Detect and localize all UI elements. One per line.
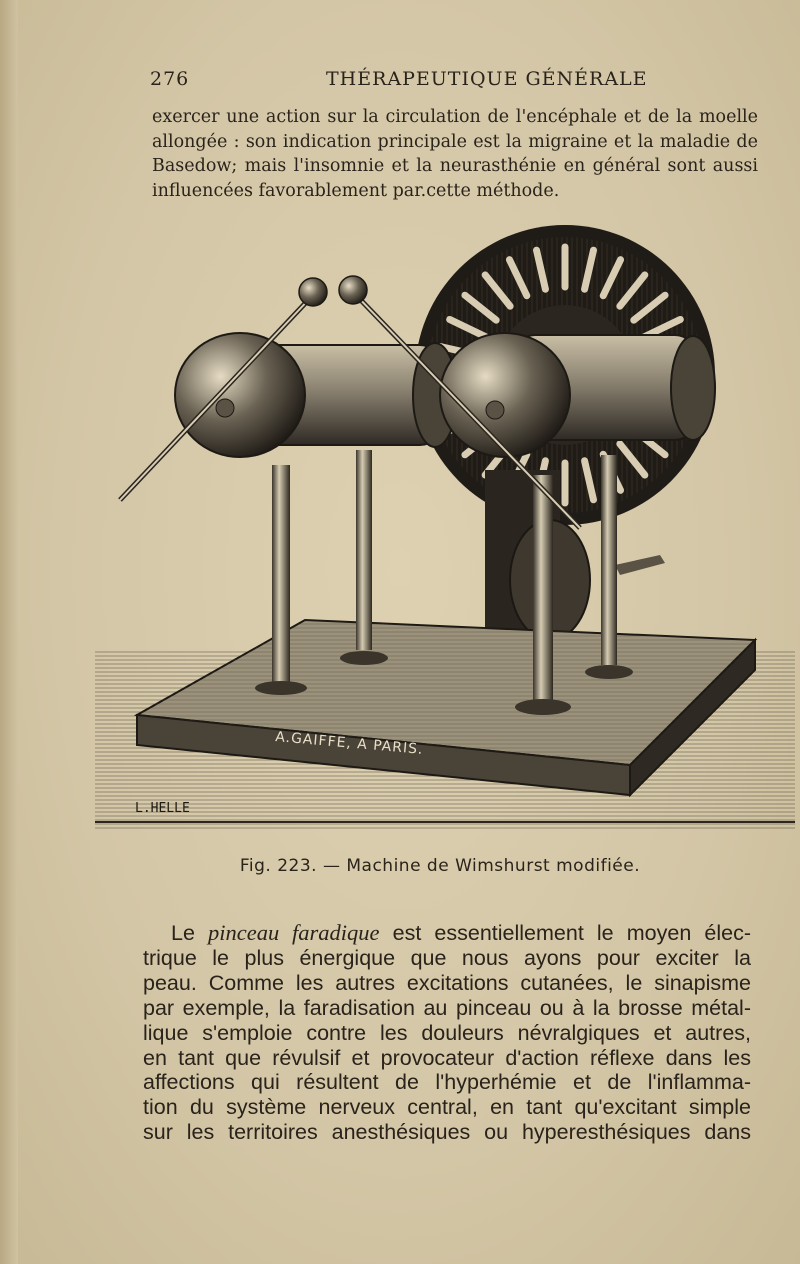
paragraph-2-line: tion du système nerveux central, en tant qu'excitant simple <box>143 1095 751 1120</box>
paragraph-2-line: peau. Comme les autres excitations cutanées, le sinapisme <box>143 970 751 995</box>
figure-caption <box>0 856 800 876</box>
running-title: THÉRAPEUTIQUE GÉNÉRALE <box>326 68 648 90</box>
paragraph-2-line-1: Le pinceau faradique est essentiellement le moyen élec- <box>171 920 751 945</box>
wimshurst-machine-engraving <box>95 210 795 840</box>
paragraph-2 <box>143 921 751 1145</box>
paragraph-2-line: affections qui résultent de l'hyperhémie et de l'inflamma- <box>143 1070 751 1095</box>
paragraph-1: exercer une action sur la circulation de l'encéphale et de la moelle allongée : son indication principale est la migraine et la maladie de Basedow; mais l'insomnie et la neurasthénie en général sont aussi influencées favorablement par.cette méthode. <box>152 107 758 201</box>
page-gutter <box>0 0 18 1264</box>
paragraph-2-line: par exemple, la faradisation au pinceau ou à la brosse métal- <box>143 995 751 1020</box>
figure-wimshurst-machine <box>95 210 795 840</box>
term-pinceau-faradique: pinceau faradique <box>208 920 380 945</box>
page-header <box>150 68 760 98</box>
paragraph-2-line: trique le plus énergique que nous ayons pour exciter la <box>143 945 751 970</box>
page-number: 276 <box>150 68 190 90</box>
paragraph-2-line: en tant que révulsif et provocateur d'action réflexe dans les <box>143 1045 751 1070</box>
paragraph-2-line: sur les territoires anesthésiques ou hyperesthésiques dans <box>143 1120 751 1145</box>
figure-caption-text: Fig. 223. — Machine de Wimshurst modifiée. <box>239 856 641 876</box>
paragraph-2-line: lique s'emploie contre les douleurs névralgiques et autres, <box>143 1020 751 1045</box>
base-inscription: A.GAIFFE, A PARIS. <box>274 729 425 758</box>
engraver-signature: L.HELLE <box>135 801 190 816</box>
